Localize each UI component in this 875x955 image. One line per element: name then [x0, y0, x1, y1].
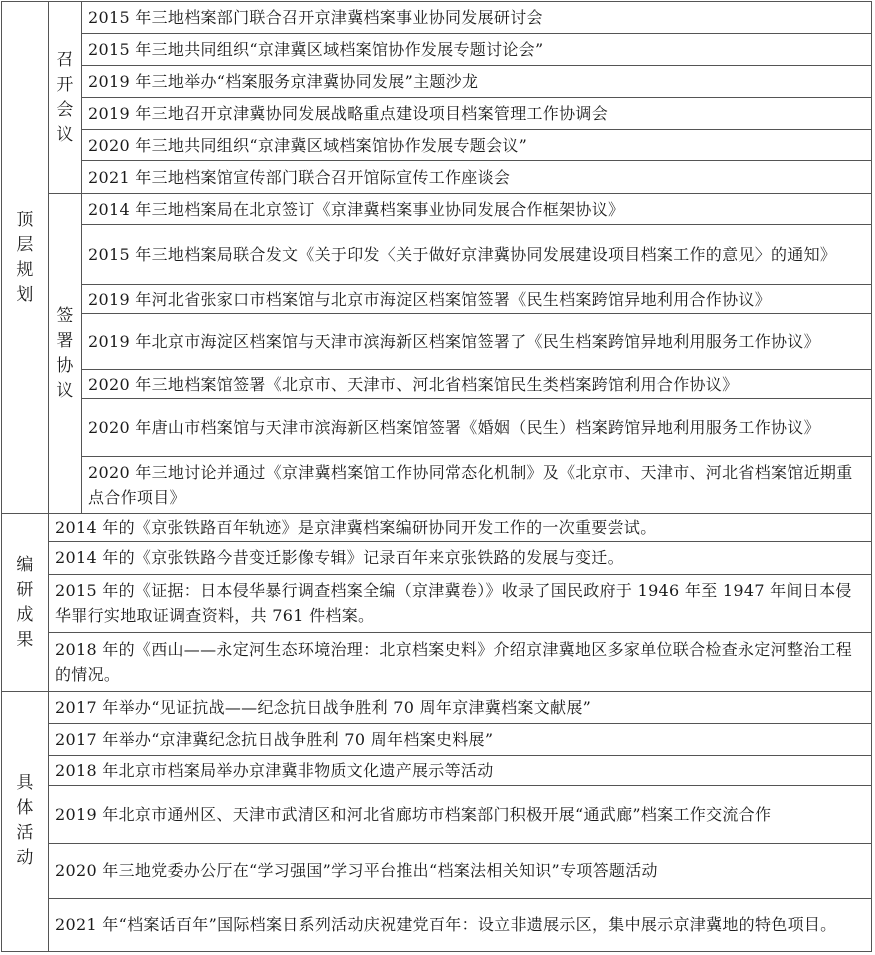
table-row	[2, 34, 872, 66]
entry-cell: 2015 年三地档案部门联合召开京津冀档案事业协同发展研讨会	[82, 2, 872, 34]
subcategory-label: 签署协议	[56, 305, 74, 401]
table-row	[2, 785, 872, 843]
entry-cell: 2019 年北京市通州区、天津市武清区和河北省廊坊市档案部门积极开展“通武廊”档案工作交流合作	[49, 785, 872, 843]
entry-cell: 2019 年三地召开京津冀协同发展战略重点建设项目档案管理工作协调会	[82, 98, 872, 130]
table-row	[2, 399, 872, 457]
subcategory-cell	[49, 194, 82, 514]
table-row	[2, 161, 872, 194]
entry-cell: 2014 年三地档案局在北京签订《京津冀档案事业协同发展合作框架协议》	[82, 194, 872, 225]
entry-cell: 2021 年“档案话百年”国际档案日系列活动庆祝建党百年：设立非遗展示区，集中展示京津冀地的特色项目。	[49, 898, 872, 951]
table-row	[2, 691, 872, 723]
entry-cell: 2014 年的《京张铁路今昔变迁影像专辑》记录百年来京张铁路的发展与变迁。	[49, 542, 872, 574]
table-row	[2, 98, 872, 130]
table-row	[2, 370, 872, 399]
table-row	[2, 843, 872, 898]
entry-cell: 2019 年北京市海淀区档案馆与天津市滨海新区档案馆签署了《民生档案跨馆异地利用服务工作协议》	[82, 314, 872, 370]
table-row	[2, 285, 872, 314]
entry-cell: 2019 年三地举办“档案服务京津冀协同发展”主题沙龙	[82, 66, 872, 98]
entry-cell: 2020 年三地党委办公厅在“学习强国”学习平台推出“档案法相关知识”专项答题活动	[49, 843, 872, 898]
entry-cell: 2020 年三地讨论并通过《京津冀档案馆工作协同常态化机制》及《北京市、天津市、河北省档案馆近期重点合作项目》	[82, 457, 872, 514]
entry-cell: 2015 年三地档案局联合发文《关于印发〈关于做好京津冀协同发展建设项目档案工作的意见〉的通知》	[82, 225, 872, 285]
category-label: 具体活动	[16, 773, 34, 869]
category-cell	[2, 2, 49, 514]
entry-cell: 2018 年北京市档案局举办京津冀非物质文化遗产展示等活动	[49, 755, 872, 785]
table-row	[2, 130, 872, 161]
collaboration-table	[1, 1, 872, 952]
table-row	[2, 632, 872, 691]
entry-cell: 2015 年三地共同组织“京津冀区域档案馆协作发展专题讨论会”	[82, 34, 872, 66]
entry-cell: 2017 年举办“京津冀纪念抗日战争胜利 70 周年档案史料展”	[49, 723, 872, 755]
category-label: 顶层规划	[16, 209, 34, 305]
category-cell	[2, 691, 49, 951]
subcategory-label: 召开会议	[56, 49, 74, 145]
table-row	[2, 514, 872, 542]
entry-cell: 2017 年举办“见证抗战——纪念抗日战争胜利 70 周年京津冀档案文献展”	[49, 691, 872, 723]
entry-cell: 2020 年唐山市档案馆与天津市滨海新区档案馆签署《婚姻（民生）档案跨馆异地利用服务工作协议》	[82, 399, 872, 457]
category-cell	[2, 514, 49, 691]
table-row	[2, 314, 872, 370]
entry-cell: 2020 年三地共同组织“京津冀区域档案馆协作发展专题会议”	[82, 130, 872, 161]
table-row	[2, 225, 872, 285]
entry-cell: 2021 年三地档案馆宣传部门联合召开馆际宣传工作座谈会	[82, 161, 872, 194]
table-row	[2, 457, 872, 514]
subcategory-cell	[49, 2, 82, 194]
category-label: 编研成果	[16, 554, 34, 650]
table-row	[2, 2, 872, 34]
table-row	[2, 542, 872, 574]
table-row	[2, 898, 872, 951]
table-row	[2, 194, 872, 225]
entry-cell: 2015 年的《证据：日本侵华暴行调查档案全编（京津冀卷）》收录了国民政府于 1946 年至 1947 年间日本侵华罪行实地取证调查资料，共 761 件档案。	[49, 574, 872, 632]
table-row	[2, 723, 872, 755]
table-row	[2, 755, 872, 785]
entry-cell: 2020 年三地档案馆签署《北京市、天津市、河北省档案馆民生类档案跨馆利用合作协议》	[82, 370, 872, 399]
table-row	[2, 574, 872, 632]
entry-cell: 2014 年的《京张铁路百年轨迹》是京津冀档案编研协同开发工作的一次重要尝试。	[49, 514, 872, 542]
entry-cell: 2019 年河北省张家口市档案馆与北京市海淀区档案馆签署《民生档案跨馆异地利用合作协议》	[82, 285, 872, 314]
entry-cell: 2018 年的《西山——永定河生态环境治理：北京档案史料》介绍京津冀地区多家单位联合检查永定河整治工程的情况。	[49, 632, 872, 691]
table-row	[2, 66, 872, 98]
